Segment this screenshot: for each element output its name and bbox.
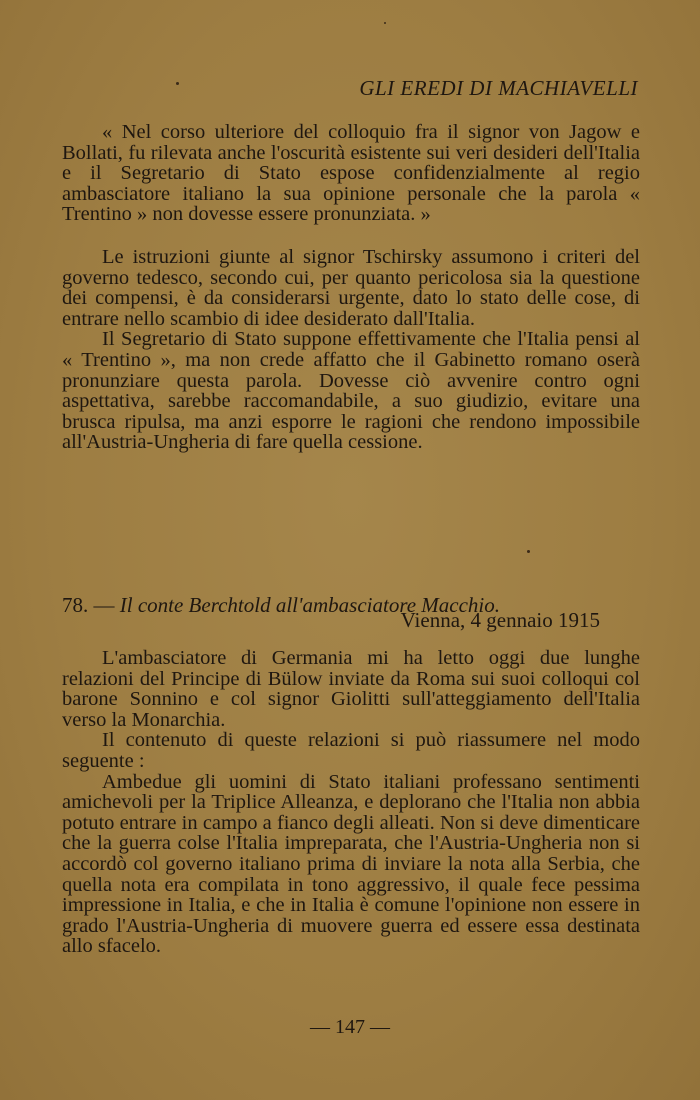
ink-speck — [384, 22, 386, 24]
page-number: — 147 — — [310, 1016, 390, 1038]
document-title: Il conte Berchtold all'ambasciatore Macchio. — [119, 593, 501, 617]
dateline: Vienna, 4 gennaio 1915 — [400, 608, 600, 632]
paragraph-secretary-of-state: Il Segretario di Stato suppone effettivamente che l'Italia pensi al « Trentino », ma non crede affatto che il Gabinetto romano oserà pronunziare questa parola. Dovesse ciò avvenire contro ogni aspettativa, sarebbe raccomandabile, a suo giudizio, evitare una brusca ripulsa, ma anzi esporre le ragioni che rendono impossibile all'Austria-Ungheria di fare quella cessione. — [62, 328, 640, 454]
paragraph-instructions: Le istruzioni giunte al signor Tschirsky assumono i criteri del governo tedesco, secondo cui, per quanto pericolosa sia la questione dei compensi, è da considerarsi urgente, dato lo stato delle cose, di entrare nello scambio di idee desiderato dall'Italia. — [62, 245, 640, 330]
paragraph-german-ambassador: L'ambasciatore di Germania mi ha letto oggi due lunghe relazioni del Principe di Bülow inviate da Roma sui suoi colloqui col barone Sonnino e col signor Giolitti sull'atteggiamento dell'Italia verso la Monarchia. — [62, 647, 640, 731]
document-number: 78. — — [62, 593, 115, 617]
upper-text-block — [62, 122, 640, 453]
quote-paragraph: « Nel corso ulteriore del colloquio fra il signor von Jagow e Bollati, fu rilevata anche l'oscurità esistente sui veri desideri dell'Italia e il Segretario di Stato espose confidenzialmente al regio ambasciatore italiano la sua opinione personale che la parola « Trentino » non dovesse essere pronunziata. » — [62, 121, 640, 226]
paragraph-italian-statesmen: Ambedue gli uomini di Stato italiani professano sentimenti amichevoli per la Triplice Alleanza, e deplorano che l'Italia non abbia potuto entrare in campo a fianco degli alleati. Non si deve dimenticare che la guerra colse l'Italia impreparata, che l'Austria-Ungheria non si accordò col governo italiano prima di inviare la nota alla Serbia, che quella nota era compilata in tono aggressivo, il quale fece pessima impressione in Italia, e che in Italia è comune l'opinione non essere in grado l'Austria-Ungheria di muovere guerra ed essere essa destinata allo sfacelo. — [62, 770, 640, 958]
running-head: GLI EREDI DI MACHIAVELLI — [359, 76, 638, 100]
ink-speck — [176, 82, 179, 85]
lower-text-block — [62, 648, 640, 957]
ink-speck — [527, 550, 530, 553]
paragraph-summary-intro: Il contenuto di queste relazioni si può riassumere nel modo seguente : — [62, 729, 640, 772]
